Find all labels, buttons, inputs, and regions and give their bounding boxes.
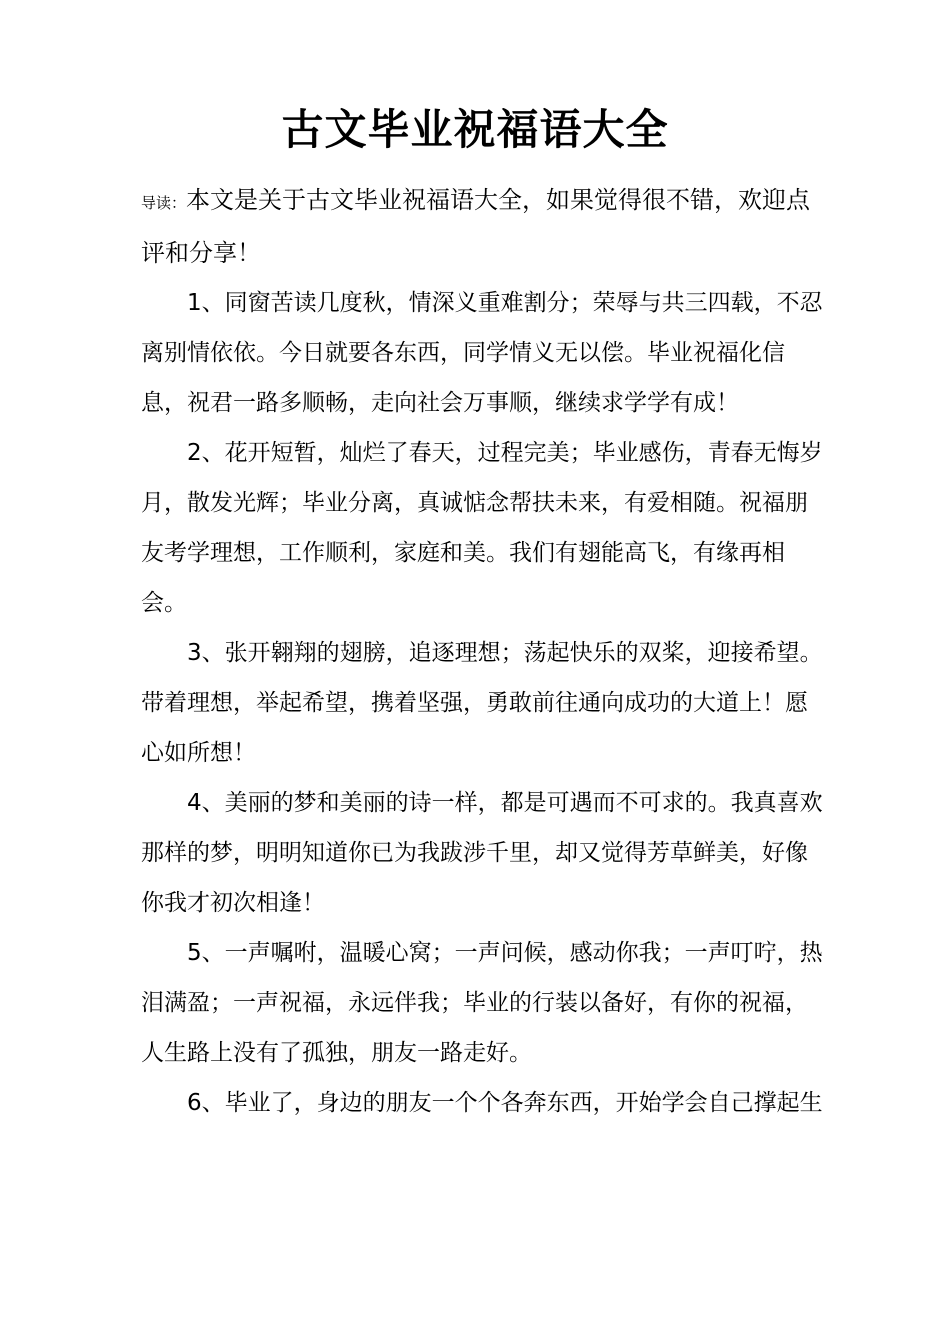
paragraph-1: 1、同窗苦读几度秋，情深义重难割分；荣辱与共三四载，不忍离别情依依。今日就要各东西，同学情义无以偿。毕业祝福化信息，祝君一路多顺畅，走向社会万事顺，继续求学学有成！ <box>141 290 823 416</box>
document-body <box>141 175 826 1128</box>
paragraph-3: 3、张开翱翔的翅膀，追逐理想；荡起快乐的双桨，迎接希望。带着理想，举起希望，携着坚强，勇敢前往通向成功的大道上！愿心如所想！ <box>141 640 823 766</box>
intro-lead: 导读： <box>141 194 187 212</box>
paragraph-4: 4、美丽的梦和美丽的诗一样，都是可遇而不可求的。我真喜欢那样的梦，明明知道你已为我跋涉千里，却又觉得芳草鲜美，好像你我才初次相逢！ <box>141 790 823 916</box>
document-title: 古文毕业祝福语大全 <box>281 105 669 154</box>
paragraph-5: 5、一声嘱咐，温暖心窝；一声问候，感动你我；一声叮咛，热泪满盈；一声祝福，永远伴我；毕业的行装以备好，有你的祝福，人生路上没有了孤独，朋友一路走好。 <box>141 940 823 1066</box>
paragraph-6: 6、毕业了，身边的朋友一个个各奔东西，开始学会自己撑起生 <box>187 1090 823 1116</box>
paragraph-2: 2、花开短暂，灿烂了春天，过程完美；毕业感伤，青春无悔岁月，散发光辉；毕业分离，真诚惦念帮扶未来，有爱相随。祝福朋友考学理想，工作顺利，家庭和美。我们有翅能高飞，有缘再相会。 <box>141 440 823 616</box>
intro-text: 本文是关于古文毕业祝福语大全，如果觉得很不错，欢迎点评和分享！ <box>141 186 811 267</box>
intro-paragraph <box>141 175 826 278</box>
